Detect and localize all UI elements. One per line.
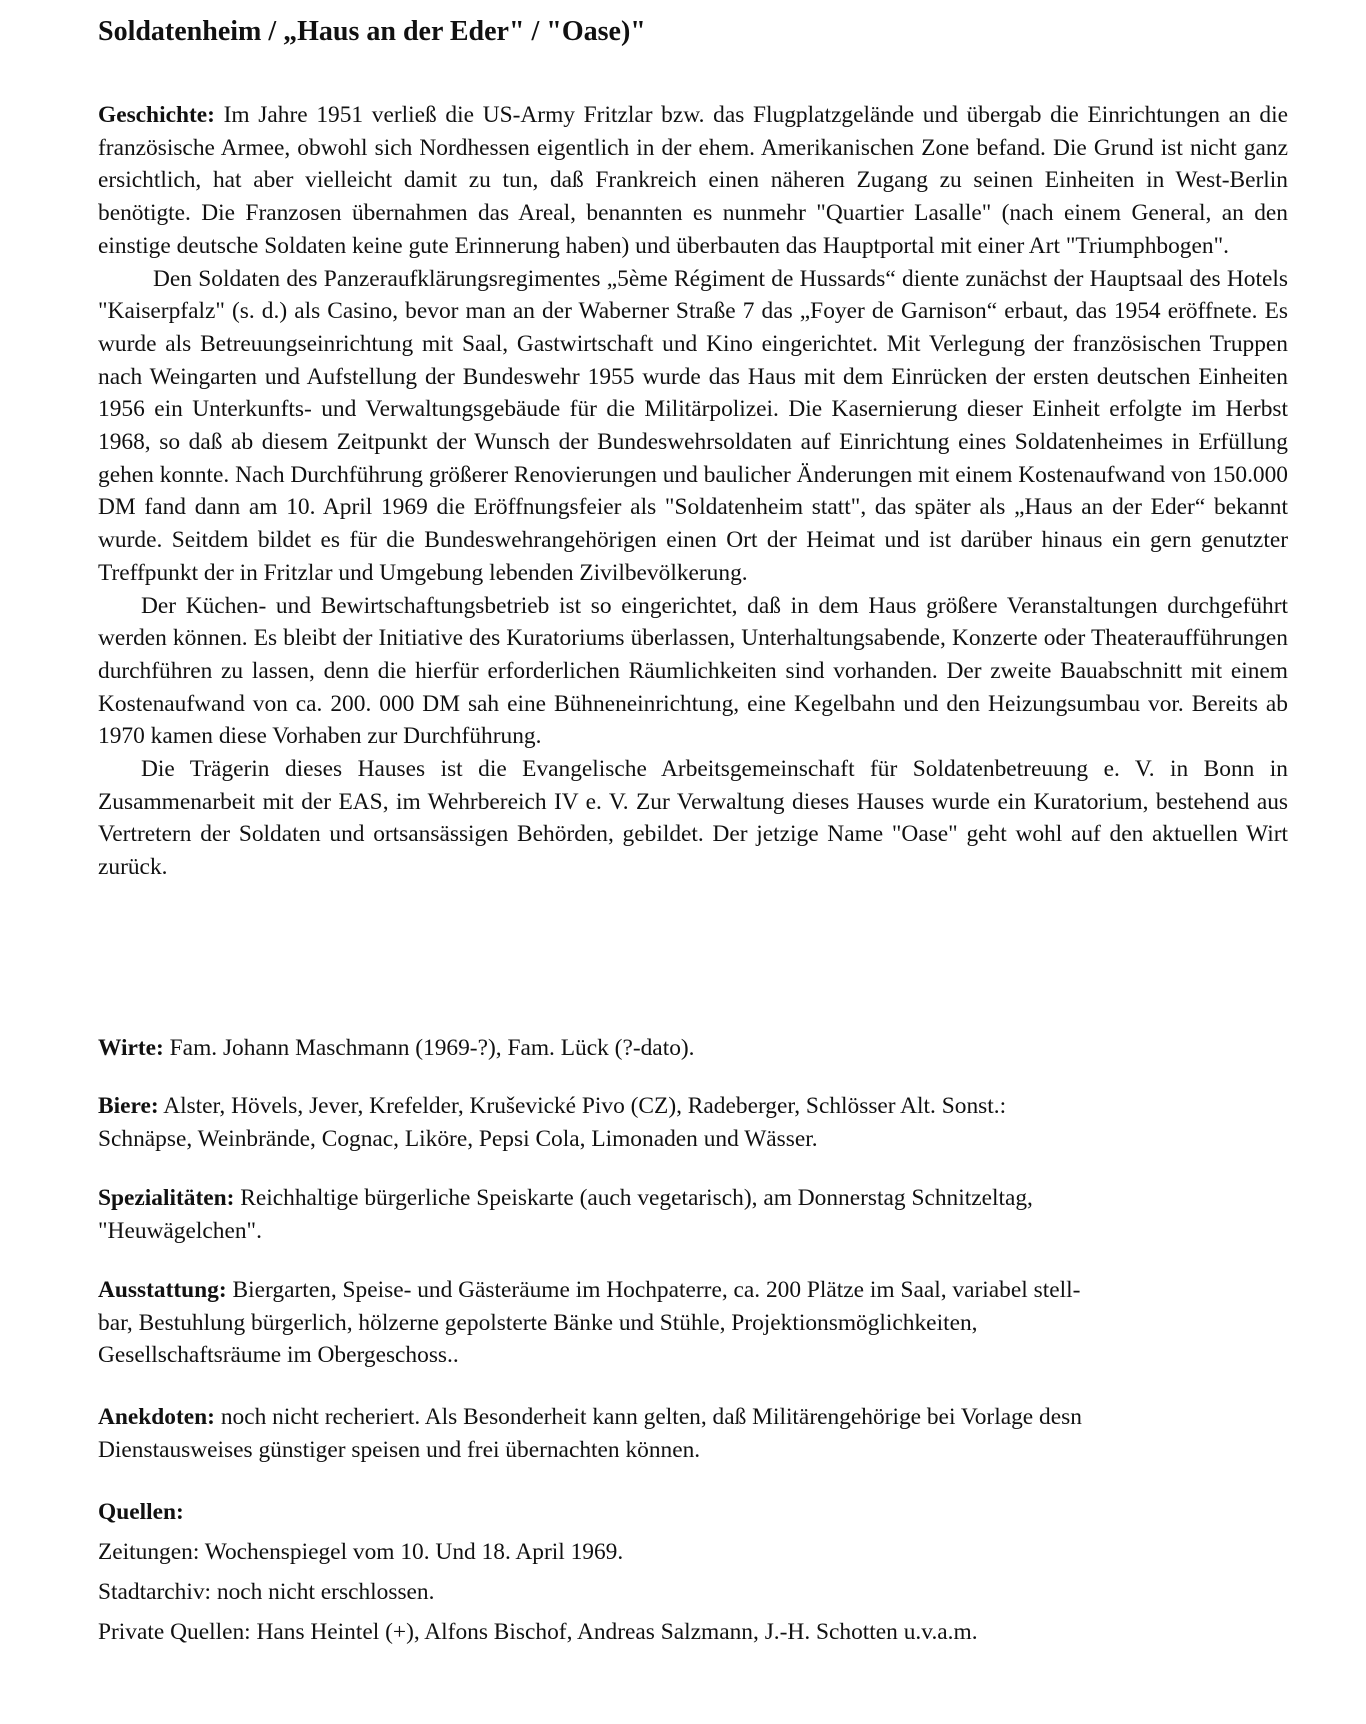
- anekdoten-line-1: [98, 1401, 1288, 1434]
- quellen-section: [98, 1492, 1288, 1652]
- wirte-label: Wirte:: [98, 1035, 164, 1061]
- wirte-section: [98, 1032, 1288, 1065]
- spezialitaeten-section: [98, 1182, 1288, 1247]
- ausstattung-label: Ausstattung:: [98, 1277, 227, 1303]
- quellen-zeitungen: Zeitungen: Wochenspiegel vom 10. Und 18. April 1969.: [98, 1539, 624, 1565]
- biere-label: Biere:: [98, 1093, 159, 1119]
- spezialitaeten-line-1: [98, 1182, 1288, 1215]
- quellen-stadtarchiv: Stadtarchiv: noch nicht erschlossen.: [98, 1579, 435, 1605]
- spezialitaeten-label: Spezialitäten:: [98, 1185, 235, 1211]
- wirte-text: Fam. Johann Maschmann (1969-?), Fam. Lück (?-dato).: [169, 1035, 695, 1061]
- page-title: Soldatenheim / „Haus an der Eder" / "Oase)": [98, 16, 646, 47]
- biere-line-2: Schnäpse, Weinbrände, Cognac, Liköre, Pepsi Cola, Limonaden und Wässer.: [98, 1125, 818, 1152]
- geschichte-paragraph-1: [98, 99, 1288, 263]
- ausstattung-line-1: [98, 1274, 1288, 1307]
- ausstattung-section: [98, 1274, 1288, 1372]
- quellen-private: Private Quellen: Hans Heintel (+), Alfons Bischof, Andreas Salzmann, J.-H. Schotten u.v.a.m.: [98, 1619, 978, 1645]
- ausstattung-line-3: Gesellschaftsräume im Obergeschoss..: [98, 1342, 459, 1369]
- spezialitaeten-text-1: Reichhaltige bürgerliche Speiskarte (auch vegetarisch), am Donnerstag Schnitzeltag,: [240, 1185, 1033, 1211]
- geschichte-section: [98, 99, 1288, 884]
- anekdoten-label: Anekdoten:: [98, 1404, 215, 1430]
- anekdoten-line-2: Dienstausweises günstiger speisen und frei übernachten können.: [98, 1436, 701, 1463]
- spezialitaeten-line-2: "Heuwägelchen".: [98, 1217, 262, 1244]
- anekdoten-text-1: noch nicht recheriert. Als Besonderheit kann gelten, daß Militärengehörige bei Vorlage desn: [220, 1404, 1082, 1430]
- geschichte-text-1: Im Jahre 1951 verließ die US-Army Fritzlar bzw. das Flugplatzgelände und übergab die Einrichtungen an die französische Armee, obwohl sich Nordhessen eigentlich in der ehem. Amerikanischen Zone befand. Die Grund ist nicht ganz ersichtlich, hat aber vielleicht damit zu tun, daß Frankreich einen näheren Zugang zu seinen Einheiten in West-Berlin benötigte. Die Franzosen übernahmen das Areal, benannten es nunmehr "Quartier Lasalle" (nach einem General, an den einstige deutsche Soldaten keine gute Erinnerung haben) und überbauten das Hauptportal mit einer Art "Triumphbogen".: [98, 102, 1288, 259]
- ausstattung-text-1: Biergarten, Speise- und Gästeräume im Hochpaterre, ca. 200 Plätze im Saal, variabel stell-: [232, 1277, 1081, 1303]
- quellen-label: Quellen:: [98, 1499, 184, 1525]
- anekdoten-section: [98, 1401, 1288, 1466]
- biere-text-1: Alster, Hövels, Jever, Krefelder, Kruševické Pivo (CZ), Radeberger, Schlösser Alt. Sonst.:: [163, 1093, 1007, 1119]
- ausstattung-line-2: bar, Bestuhlung bürgerlich, hölzerne gepolsterte Bänke und Stühle, Projektionsmöglichkeiten,: [98, 1309, 978, 1336]
- geschichte-paragraph-4: Die Trägerin dieses Hauses ist die Evangelische Arbeitsgemeinschaft für Soldatenbetreuung e. V. in Bonn in Zusammenarbeit mit der EAS, im Wehrbereich IV e. V. Zur Verwaltung dieses Hauses wurde ein Kuratorium, bestehend aus Vertretern der Soldaten und ortsansässigen Behörden, gebildet. Der jetzige Name "Oase" geht wohl auf den aktuellen Wirt zurück.: [98, 756, 1288, 881]
- biere-section: [98, 1090, 1288, 1155]
- geschichte-paragraph-2: Den Soldaten des Panzeraufklärungsregimentes „5ème Régiment de Hussards“ diente zunächst der Hauptsaal des Hotels "Kaiserpfalz" (s. d.) als Casino, bevor man an der Waberner Straße 7 das „Foyer de Garnison“ erbaut, das 1954 eröffnete. Es wurde als Betreuungseinrichtung mit Saal, Gastwirtschaft und Kino eingerichtet. Mit Verlegung der französischen Truppen nach Weingarten und Aufstellung der Bundeswehr 1955 wurde das Haus mit dem Einrücken der ersten deutschen Einheiten 1956 ein Unterkunfts- und Verwaltungsgebäude für die Militärpolizei. Die Kasernierung dieser Einheit erfolgte im Herbst 1968, so daß ab diesem Zeitpunkt der Wunsch der Bundeswehrsoldaten auf Einrichtung eines Soldatenheimes in Erfüllung gehen konnte. Nach Durchführung größerer Renovierungen und baulicher Änderungen mit einem Kostenaufwand von 150.000 DM fand dann am 10. April 1969 die Eröffnungsfeier als "Soldatenheim statt", das später als „Haus an der Eder“ bekannt wurde. Seitdem bildet es für die Bundeswehrangehörigen einen Ort der Heimat und ist darüber hinaus ein gern genutzter Treffpunkt der in Fritzlar und Umgebung lebenden Zivilbevölkerung.: [98, 265, 1288, 586]
- geschichte-paragraph-3: Der Küchen- und Bewirtschaftungsbetrieb ist so eingerichtet, daß in dem Haus größere Veranstaltungen durchgeführt werden können. Es bleibt der Initiative des Kuratoriums überlassen, Unterhaltungsabende, Konzerte oder Theateraufführungen durchführen zu lassen, denn die hierfür erforderlichen Räumlichkeiten sind vorhanden. Der zweite Bauabschnitt mit einem Kostenaufwand von ca. 200. 000 DM sah eine Bühneneinrichtung, eine Kegelbahn und den Heizungsumbau vor. Bereits ab 1970 kamen diese Vorhaben zur Durchführung.: [98, 592, 1288, 750]
- biere-line-1: [98, 1090, 1288, 1123]
- geschichte-label: Geschichte:: [98, 102, 215, 128]
